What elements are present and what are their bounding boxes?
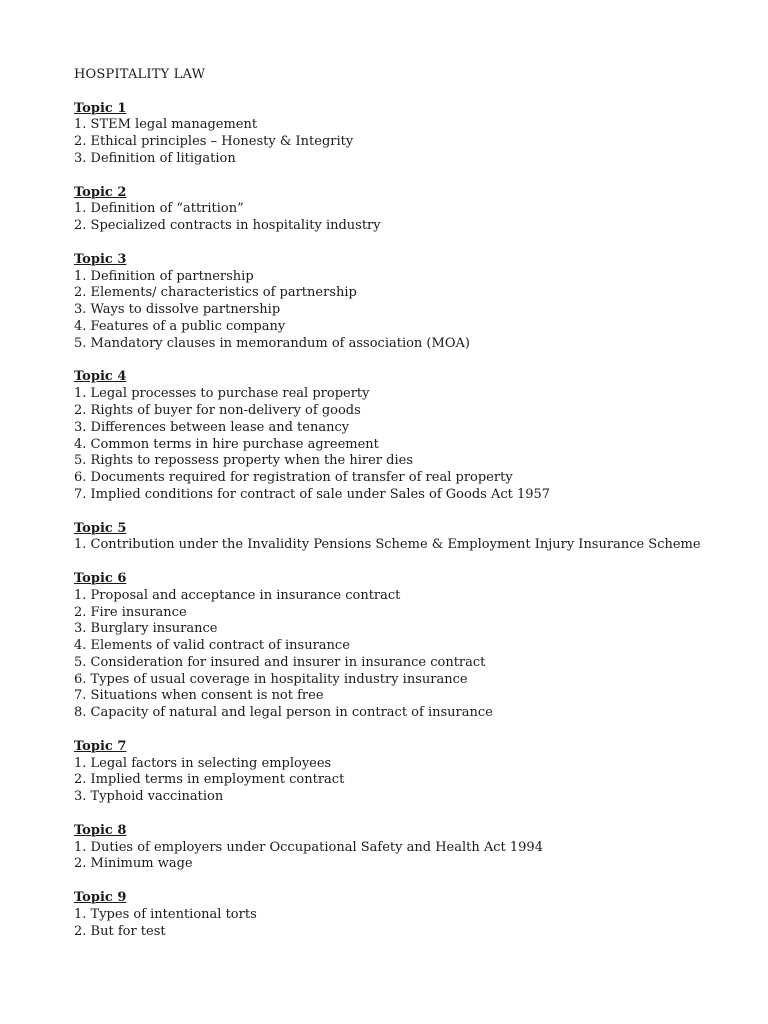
- topic-item: 4. Features of a public company: [74, 318, 286, 334]
- topic-item: 5. Mandatory clauses in memorandum of association (MOA): [74, 335, 470, 351]
- topic-list: [74, 101, 754, 941]
- topic-item: 4. Common terms in hire purchase agreement: [74, 436, 379, 452]
- topic-item: 1. Definition of “attrition”: [74, 201, 244, 217]
- topic-section: [74, 369, 754, 503]
- topic-item: 1. Definition of partnership: [74, 268, 254, 284]
- topic-item: 2. Ethical principles – Honesty & Integrity: [74, 134, 354, 150]
- topic-item: 2. Fire insurance: [74, 604, 187, 620]
- document-title: HOSPITALITY LAW: [74, 67, 206, 82]
- topic-item: 3. Ways to dissolve partnership: [74, 302, 281, 318]
- topic-item: 3. Differences between lease and tenancy: [74, 419, 350, 435]
- topic-section: [74, 890, 754, 940]
- topic-item: 8. Capacity of natural and legal person in contract of insurance: [74, 705, 493, 721]
- topic-item: 1. Proposal and acceptance in insurance contract: [74, 587, 401, 603]
- topic-item: 3. Definition of litigation: [74, 150, 236, 166]
- topic-item: 2. Minimum wage: [74, 856, 193, 872]
- topic-item: 3. Typhoid vaccination: [74, 789, 224, 805]
- topic-section: [74, 252, 754, 353]
- topic-section: [74, 521, 754, 555]
- topic-heading: Topic 7: [74, 738, 127, 754]
- topic-item: 7. Situations when consent is not free: [74, 688, 324, 704]
- topic-section: [74, 739, 754, 806]
- topic-heading: Topic 2: [74, 184, 127, 200]
- topic-heading: Topic 3: [74, 251, 127, 267]
- topic-item: 1. Contribution under the Invalidity Pensions Scheme & Employment Injury Insurance Scheme: [74, 537, 701, 553]
- topic-heading: Topic 6: [74, 570, 127, 586]
- topic-section: [74, 571, 754, 722]
- topic-item: 6. Types of usual coverage in hospitality industry insurance: [74, 671, 468, 687]
- topic-item: 1. Legal processes to purchase real property: [74, 386, 370, 402]
- topic-item: 2. Elements/ characteristics of partnership: [74, 285, 357, 301]
- topic-heading: Topic 4: [74, 369, 127, 385]
- topic-section: [74, 101, 754, 168]
- topic-section: [74, 823, 754, 873]
- topic-item: 6. Documents required for registration of transfer of real property: [74, 470, 513, 486]
- topic-item: 1. STEM legal management: [74, 117, 258, 133]
- topic-heading: Topic 5: [74, 520, 127, 536]
- topic-item: 3. Burglary insurance: [74, 621, 218, 637]
- topic-section: [74, 185, 754, 235]
- topic-item: 1. Types of intentional torts: [74, 906, 257, 922]
- topic-item: 4. Elements of valid contract of insurance: [74, 638, 350, 654]
- topic-heading: Topic 1: [74, 100, 127, 116]
- topic-heading: Topic 8: [74, 822, 127, 838]
- topic-item: 2. But for test: [74, 923, 166, 939]
- topic-item: 5. Rights to repossess property when the hirer dies: [74, 453, 413, 469]
- document-body: [74, 67, 754, 957]
- topic-item: 2. Specialized contracts in hospitality industry: [74, 218, 381, 234]
- topic-item: 2. Rights of buyer for non-delivery of goods: [74, 402, 361, 418]
- topic-item: 1. Legal factors in selecting employees: [74, 755, 332, 771]
- topic-item: 2. Implied terms in employment contract: [74, 772, 345, 788]
- topic-heading: Topic 9: [74, 890, 127, 906]
- topic-item: 5. Consideration for insured and insurer in insurance contract: [74, 654, 486, 670]
- topic-item: 1. Duties of employers under Occupational Safety and Health Act 1994: [74, 839, 543, 855]
- topic-item: 7. Implied conditions for contract of sale under Sales of Goods Act 1957: [74, 486, 551, 502]
